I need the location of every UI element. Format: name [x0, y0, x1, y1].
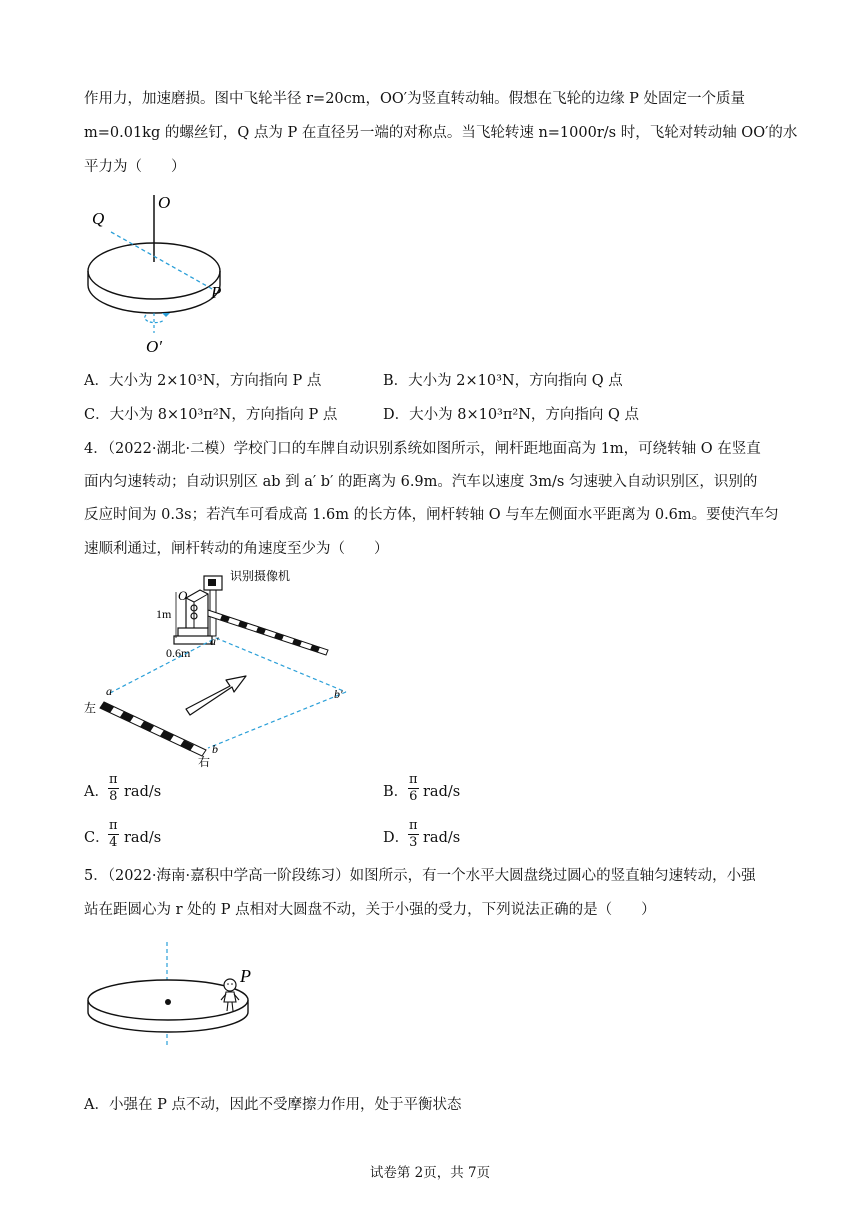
q4-option-d-num: π [409, 818, 418, 833]
q4-option-b-den: 6 [409, 789, 418, 804]
q4-option-c-num: π [109, 818, 118, 833]
q5-text-line-2: 站在距圆心为 r 处的 P 点相对大圆盘不动，关于小强的受力，下列说法正确的是（ ） [84, 902, 656, 918]
label-b-prime: b′ [334, 687, 343, 701]
label-height: 1m [156, 607, 172, 621]
q4-option-a-num: π [109, 772, 118, 787]
q4-option-c-letter: C． [84, 830, 110, 846]
q4-option-d-fraction [408, 818, 419, 851]
q4-option-a-letter: A． [84, 784, 109, 800]
flywheel-figure [84, 190, 244, 360]
q4-text-line-1: 4．（2022·湖北·二模）学校门口的车牌自动识别系统如图所示，闸杆距地面高为 1m，可绕转轴 O 在竖直 [84, 441, 761, 457]
q4-text-line-4: 速顺利通过，闸杆转动的角速度至少为（ ） [84, 541, 389, 557]
q4-text-line-3: 反应时间为 0.3s；若汽车可看成高 1.6m 的长方体，闸杆转轴 O 与车左侧面水平距离为 0.6m。要使汽车匀 [84, 507, 779, 523]
q4-option-c-den: 4 [109, 835, 118, 850]
q4-option-c-unit: rad/s [124, 830, 162, 846]
gate-figure [82, 566, 372, 770]
q4-option-d-unit: rad/s [423, 830, 461, 846]
q4-option-b-num: π [409, 772, 418, 787]
label-P: P [211, 283, 222, 302]
q3-option-d: D．大小为 8×10³π²N，方向指向 Q 点 [383, 407, 640, 423]
q4-option-a-fraction [108, 772, 119, 805]
label-O: O [158, 193, 171, 212]
q3-option-b: B．大小为 2×10³N，方向指向 Q 点 [383, 373, 623, 389]
label-disc-P: P [240, 966, 251, 986]
q4-option-a-unit: rad/s [124, 784, 162, 800]
label-gate-O: O [178, 588, 188, 603]
q4-option-d-den: 3 [409, 835, 418, 850]
label-a: a [106, 684, 112, 698]
q4-option-c-fraction [108, 818, 119, 851]
label-Q: Q [92, 209, 105, 228]
label-a-prime: a′ [210, 634, 219, 648]
label-distance: 0.6m [166, 646, 191, 660]
q4-option-d-letter: D． [383, 830, 410, 846]
disc-figure [84, 938, 274, 1048]
q3-text-line-3: 平力为（ ） [84, 159, 186, 175]
q3-option-c: C．大小为 8×10³π²N，方向指向 P 点 [84, 407, 338, 423]
label-right: 右 [198, 755, 211, 769]
q3-text-line-1: 作用力，加速磨损。图中飞轮半径 r=20cm，OO′为竖直转动轴。假想在飞轮的边缘 P 处固定一个质量 [84, 91, 746, 107]
q4-option-b-letter: B． [383, 784, 409, 800]
label-camera: 识别摄像机 [230, 569, 291, 583]
q5-option-a: A．小强在 P 点不动，因此不受摩擦力作用，处于平衡状态 [84, 1097, 462, 1113]
q4-option-a-den: 8 [109, 789, 118, 804]
q3-text-line-2: m=0.01kg 的螺丝钉，Q 点为 P 在直径另一端的对称点。当飞轮转速 n=1000r/s 时，飞轮对转动轴 OO′的水 [84, 125, 798, 141]
q4-option-b-unit: rad/s [423, 784, 461, 800]
label-left: 左 [84, 701, 97, 715]
q5-text-line-1: 5．（2022·海南·嘉积中学高一阶段练习）如图所示，有一个水平大圆盘绕过圆心的竖直轴匀速转动，小强 [84, 868, 756, 884]
label-b: b [212, 742, 218, 756]
q4-text-line-2: 面内匀速转动；自动识别区 ab 到 a′ b′ 的距离为 6.9m。汽车以速度 3m/s 匀速驶入自动识别区，识别的 [84, 474, 758, 490]
label-O-prime: O′ [146, 337, 162, 356]
q4-option-b-fraction [408, 772, 419, 805]
q3-option-a: A．大小为 2×10³N，方向指向 P 点 [84, 373, 322, 389]
page-footer: 试卷第 2页，共 7页 [369, 1165, 491, 1181]
